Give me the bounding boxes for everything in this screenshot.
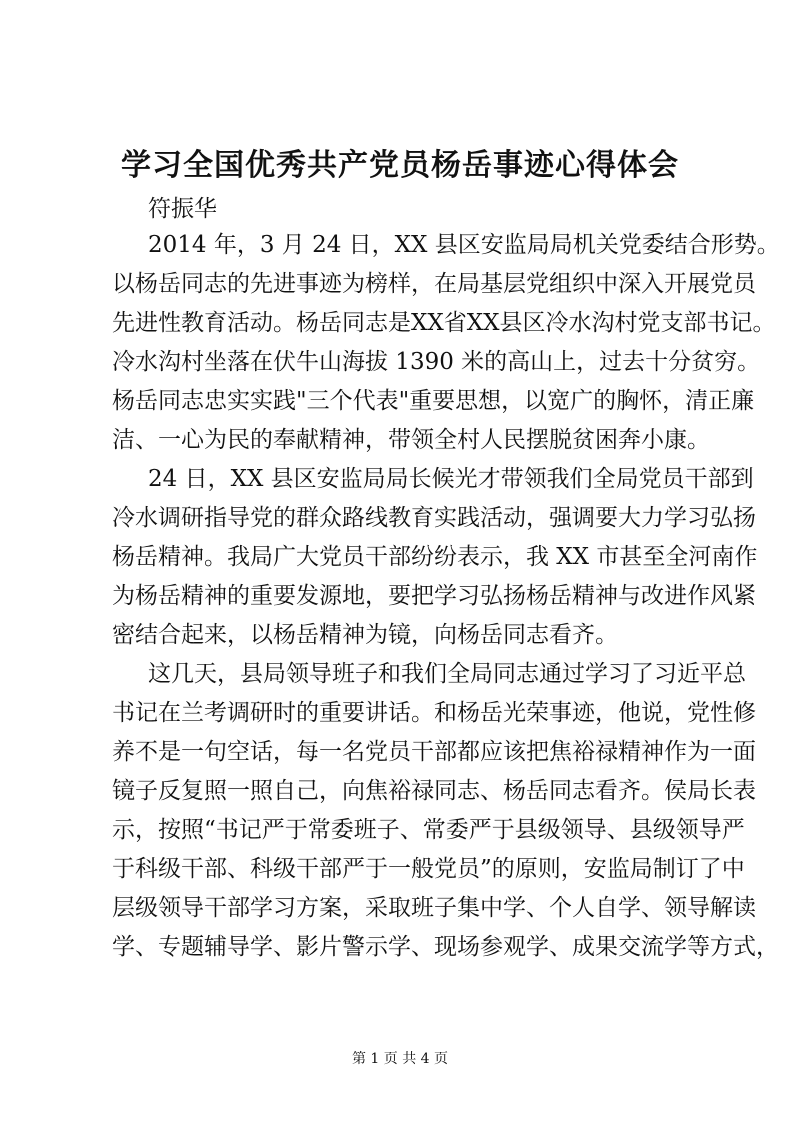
paragraph-line: 书记在兰考调研时的重要讲话。和杨岳光荣事迹，他说，党性修 (112, 700, 756, 726)
paragraph-line: 层级领导干部学习方案，采取班子集中学、个人自学、领导解读 (112, 895, 756, 921)
page-footer: 第 1 页 共 4 页 (351, 1051, 449, 1067)
paragraph-line: 为杨岳精神的重要发源地，要把学习弘扬杨岳精神与改进作风紧 (112, 583, 756, 609)
paragraph-line: 学、专题辅导学、影片警示学、现场参观学、成果交流学等方式， (112, 934, 779, 960)
paragraph-line: 密结合起来，以杨岳精神为镜，向杨岳同志看齐。 (112, 622, 618, 648)
paragraph-line: 示，按照“书记严于常委班子、常委严于县级领导、县级领导严 (112, 817, 745, 843)
paragraph-line: 冷水沟村坐落在伏牛山海拔 1390 米的高山上，过去十分贫穷。 (112, 349, 761, 375)
paragraph-line: 镜子反复照一照自己，向焦裕禄同志、杨岳同志看齐。侯局长表 (112, 778, 756, 804)
paragraph-line: 于科级干部、科级干部严于一般党员”的原则，安监局制订了中 (112, 856, 745, 882)
document-title: 学习全国优秀共产党员杨岳事迹心得体会 (121, 148, 679, 183)
paragraph-line: 洁、一心为民的奉献精神，带领全村人民摆脱贫困奔小康。 (112, 427, 710, 453)
paragraph-line: 杨岳同志忠实实践"三个代表"重要思想，以宽广的胸怀，清正廉 (112, 388, 755, 414)
paragraph-line: 养不是一句空话，每一名党员干部都应该把焦裕禄精神作为一面 (112, 739, 756, 765)
paragraph-line: 24 日，XX 县区安监局局长候光才带领我们全局党员干部到 (148, 466, 754, 492)
paragraph-line: 以杨岳同志的先进事迹为榜样，在局基层党组织中深入开展党员 (112, 271, 756, 297)
paragraph-line: 2014 年，3 月 24 日，XX 县区安监局局机关党委结合形势。 (148, 232, 780, 258)
paragraph-line: 这几天，县局领导班子和我们全局同志通过学习了习近平总 (148, 661, 746, 687)
paragraph-line: 杨岳精神。我局广大党员干部纷纷表示，我 XX 市甚至全河南作 (112, 544, 758, 570)
author-name: 符振华 (148, 196, 217, 222)
paragraph-line: 冷水调研指导党的群众路线教育实践活动，强调要大力学习弘扬 (112, 505, 756, 531)
paragraph-line: 先进性教育活动。杨岳同志是XX省XX县区冷水沟村党支部书记。 (112, 310, 776, 336)
